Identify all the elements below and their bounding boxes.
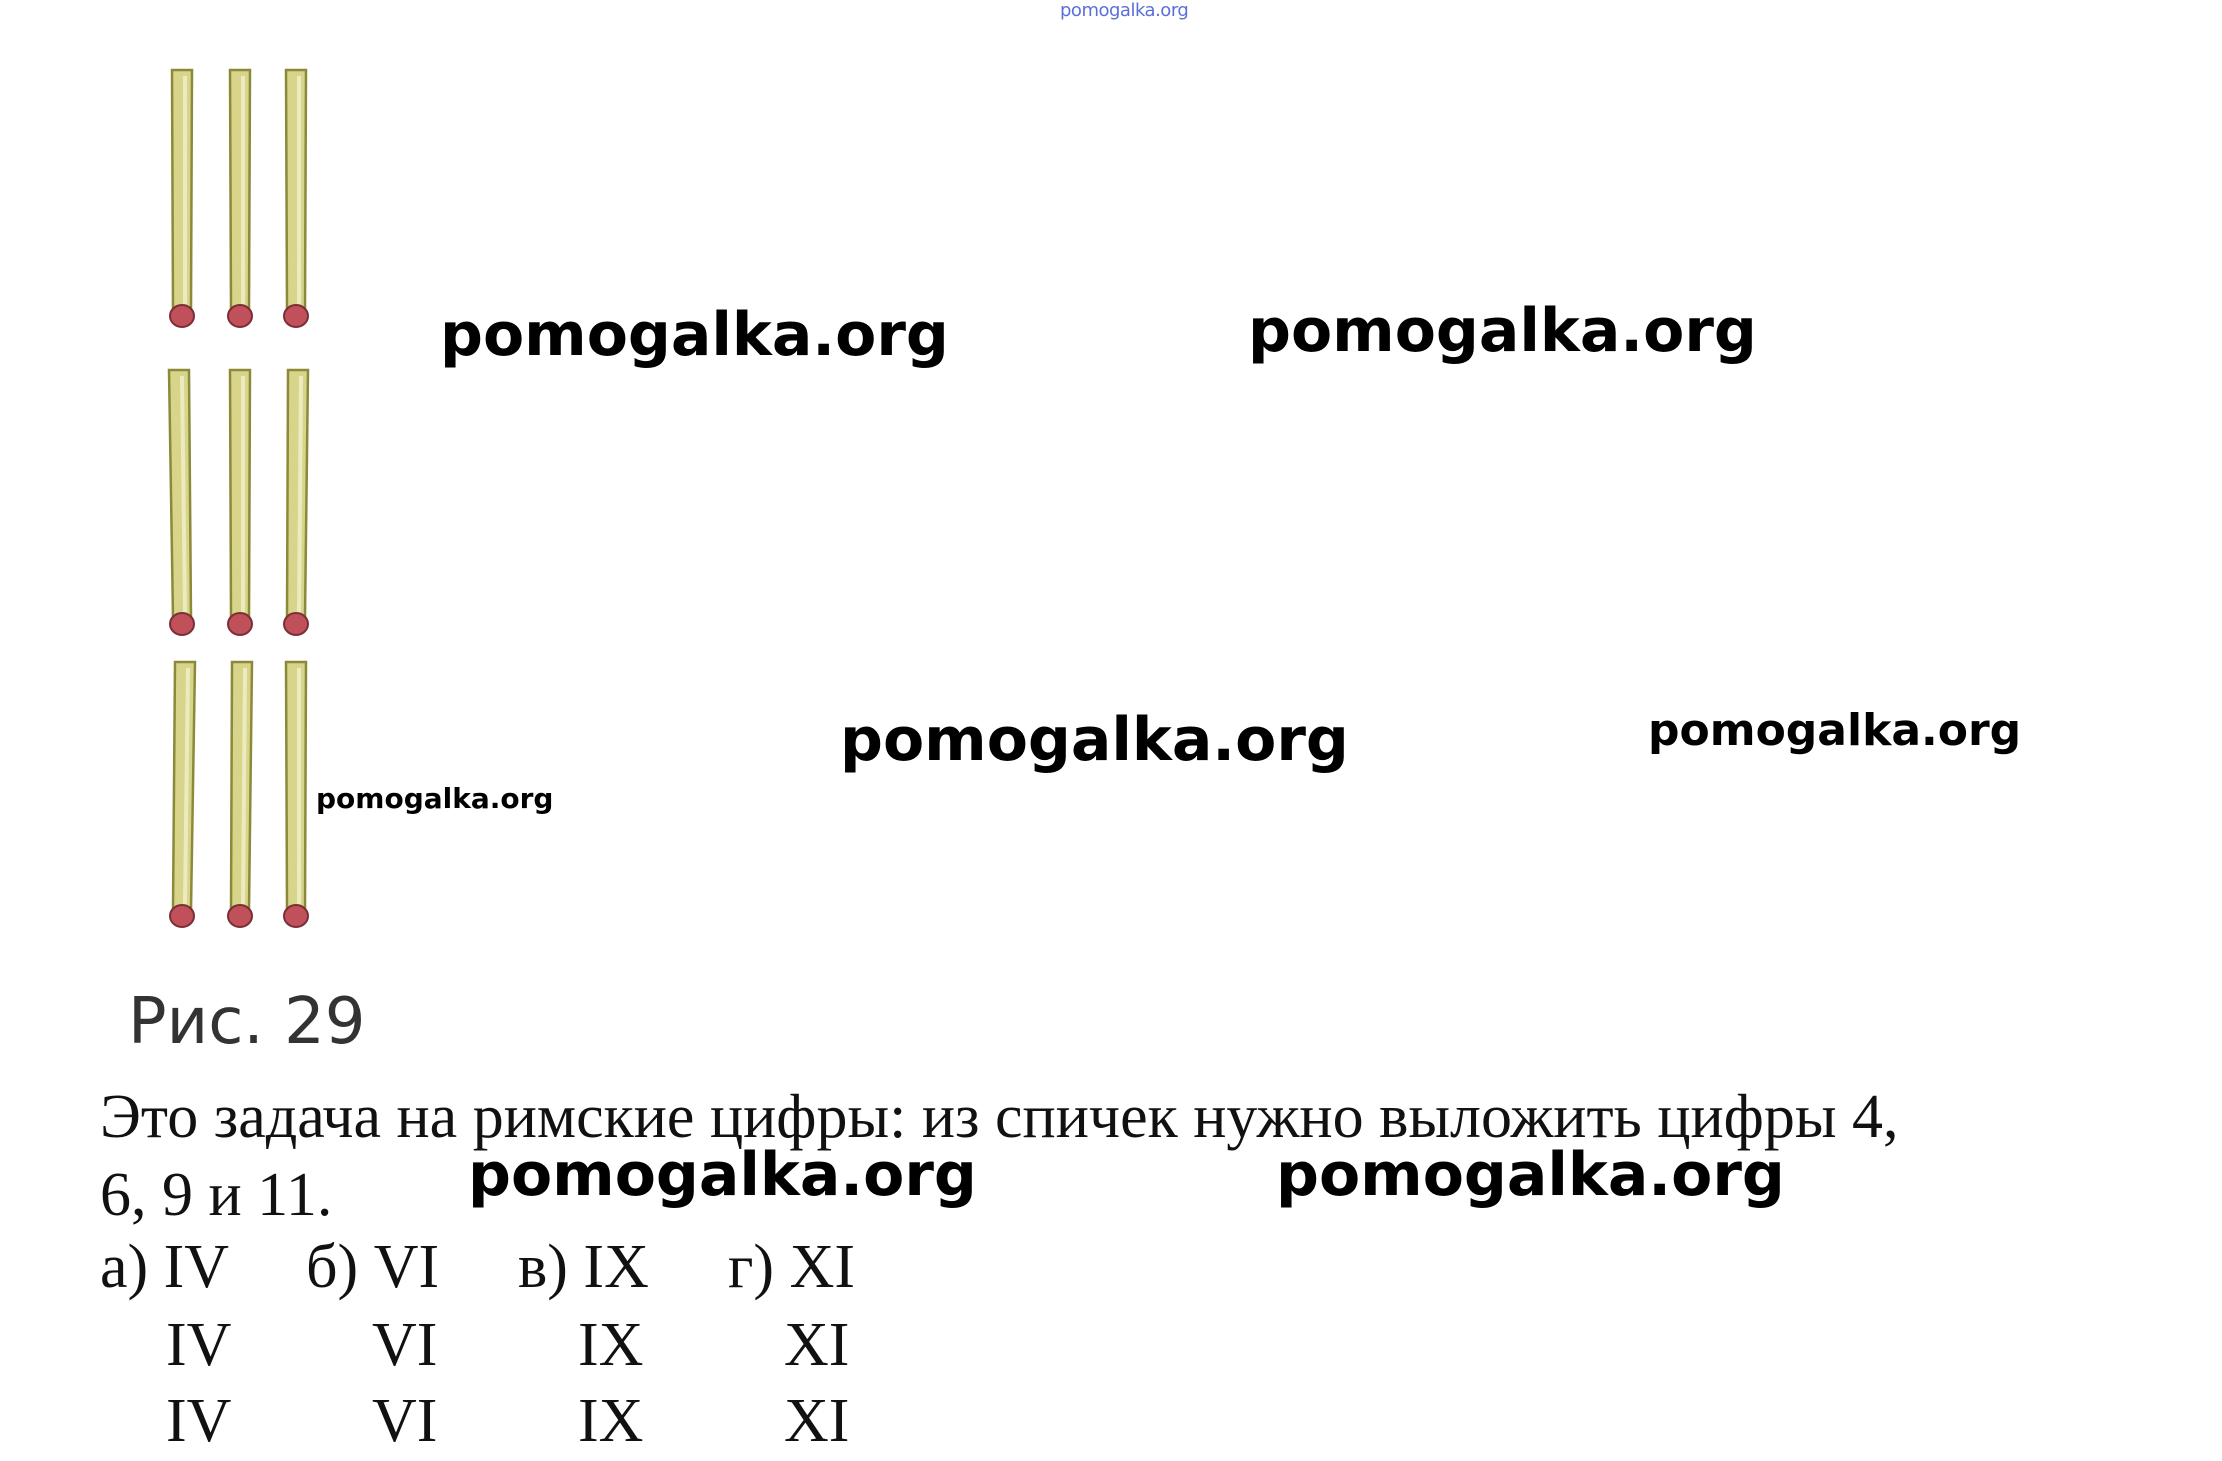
answer-b-repeat: VI (372, 1387, 438, 1455)
watermark-text: pomogalka.org (1276, 1140, 1785, 1210)
match-stick (169, 370, 194, 635)
watermark-text: pomogalka.org (316, 782, 554, 815)
answer-g-repeat: XI (784, 1311, 850, 1379)
answer-v-label: в) IX (518, 1233, 649, 1301)
answer-a-label: а) IV (100, 1233, 230, 1301)
match-stick (228, 370, 252, 635)
task-text-line2: 6, 9 и 11. (100, 1161, 333, 1229)
top-watermark: pomogalka.org (1060, 0, 1189, 21)
watermark-text: pomogalka.org (1648, 705, 2022, 756)
watermark-text: pomogalka.org (1248, 296, 1757, 366)
answer-a-repeat: IV (166, 1311, 232, 1379)
watermark-text: pomogalka.org (440, 300, 949, 370)
answer-b-label: б) VI (306, 1233, 440, 1301)
answer-g-repeat: XI (784, 1387, 850, 1455)
match-stick (284, 370, 308, 635)
match-stick (170, 662, 195, 927)
match-stick (284, 662, 308, 927)
match-stick (284, 70, 308, 327)
answer-v-repeat: IX (578, 1311, 644, 1379)
watermark-text: pomogalka.org (840, 705, 1349, 775)
answer-v-repeat: IX (578, 1387, 644, 1455)
match-stick (228, 70, 252, 327)
match-stick (170, 70, 194, 327)
task-text-line1: Это задача на римские цифры: из спичек нужно выложить цифры 4, (100, 1083, 1899, 1151)
answer-g-label: г) XI (728, 1233, 855, 1301)
watermark-text: pomogalka.org (468, 1140, 977, 1210)
answer-b-repeat: VI (372, 1311, 438, 1379)
figure-caption: Рис. 29 (128, 985, 366, 1059)
answer-a-repeat: IV (166, 1387, 232, 1455)
match-stick (228, 662, 252, 927)
